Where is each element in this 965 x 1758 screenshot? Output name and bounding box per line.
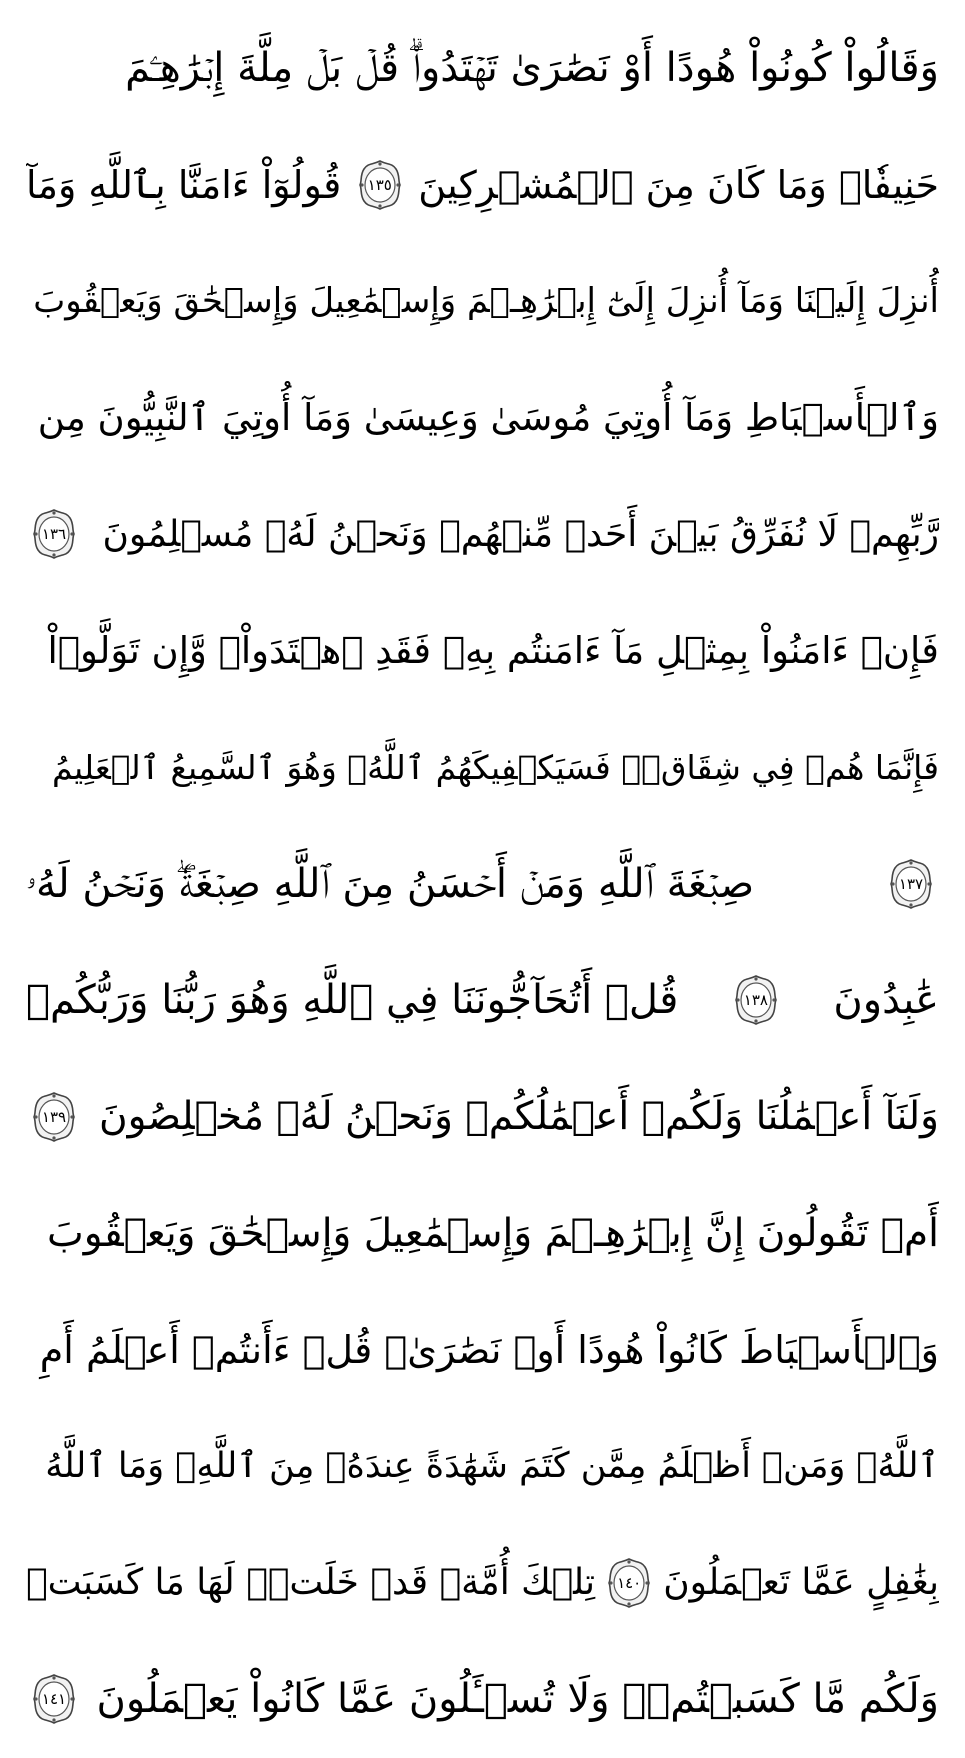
verse-text: وَقَالُواْ كُونُواْ هُودًا أَوْ نَصَٰرَىٰ تَهۡتَدُواْۗ قُلۡ بَلۡ مِلَّةَ إِبۡرَٰهِـۧمَ [125,45,939,92]
verse-line [26,1641,939,1758]
verse-text: تِلۡكَ أُمَّةٞ قَدۡ خَلَتۡۖ لَهَا مَا كَسَبَتۡ [26,1562,596,1604]
ayah-number-marker [32,1091,76,1143]
ayah-number-marker [889,858,933,910]
verse-line [26,127,939,244]
verse-line [26,360,939,477]
verse-text: عَٰبِدُونَ [833,977,939,1024]
verse-line [26,1292,939,1409]
verse-text: وَٱلۡأَسۡبَاطَ كَانُواْ هُودًا أَوۡ نَصَٰرَىٰۗ قُلۡ ءَأَنتُمۡ أَعۡلَمُ أَمِ [39,1327,939,1372]
verse-text: وَلَنَآ أَعۡمَٰلُنَا وَلَكُمۡ أَعۡمَٰلُكُمۡ وَنَحۡنُ لَهُۥ مُخۡلِصُونَ [99,1094,939,1140]
ayah-number: ١٣٨ [743,991,768,1010]
verse-line [26,1175,939,1292]
ayah-number-marker [32,508,76,560]
verse-text: ٱللَّهُۗ وَمَنۡ أَظۡلَمُ مِمَّن كَتَمَ شَهَٰدَةً عِندَهُۥ مِنَ ٱللَّهِۗ وَمَا ٱللَّهُ [45,1446,939,1487]
verse-text: وَٱلۡأَسۡبَاطِ وَمَآ أُوتِيَ مُوسَىٰ وَعِيسَىٰ وَمَآ أُوتِيَ ٱلنَّبِيُّونَ مِن [37,396,939,440]
verse-text: حَنِيفٗاۖ وَمَا كَانَ مِنَ ٱلۡمُشۡرِكِينَ [418,162,939,207]
ayah-number-marker [32,1673,76,1725]
verse-line [26,593,939,710]
ayah-number-marker [358,159,402,211]
verse-line [26,476,939,593]
verse-text: صِبۡغَةَ ٱللَّهِ وَمَنۡ أَحۡسَنُ مِنَ ٱللَّهِ صِبۡغَةٗۖ وَنَحۡنُ لَهُۥ [26,860,755,907]
verse-line [26,10,939,127]
verse-text: فَإِنۡ ءَامَنُواْ بِمِثۡلِ مَآ ءَامَنتُم بِهِۦ فَقَدِ ٱهۡتَدَواْۖ وَّإِن تَوَلَّوۡاْ [47,629,939,673]
verse-text: قُولُوٓاْ ءَامَنَّا بِٱللَّهِ وَمَآ [26,162,342,207]
ayah-number: ١٤٠ [617,1573,642,1592]
verse-text: فَإِنَّمَا هُمۡ فِي شِقَاقٖۖ فَسَيَكۡفِيكَهُمُ ٱللَّهُۚ وَهُوَ ٱلسَّمِيعُ ٱلۡعَلِيمُ [52,747,939,787]
ayah-number-marker [607,1557,651,1609]
verse-text: أُنزِلَ إِلَيۡنَا وَمَآ أُنزِلَ إِلَىٰٓ إِبۡرَٰهِـۧمَ وَإِسۡمَٰعِيلَ وَإِسۡحَٰقَ وَيَعۡقُوبَ [33,281,939,322]
ayah-number-marker [734,974,778,1026]
verse-text: بِغَٰفِلٍ عَمَّا تَعۡمَلُونَ [663,1562,939,1604]
verse-text: قُلۡ أَتُحَآجُّونَنَا فِي ٱللَّهِ وَهُوَ رَبُّنَا وَرَبُّكُمۡ [26,977,679,1024]
verse-line [26,243,939,360]
ayah-number: ١٣٩ [41,1107,67,1126]
verse-line [26,1408,939,1525]
ayah-number: ١٣٥ [367,175,392,194]
ayah-number: ١٣٦ [41,525,67,544]
verse-text: أَمۡ تَقُولُونَ إِنَّ إِبۡرَٰهِـۧمَ وَإِسۡمَٰعِيلَ وَإِسۡحَٰقَ وَيَعۡقُوبَ [47,1210,939,1256]
ayah-number: ١٣٧ [898,874,924,893]
verse-line [26,1059,939,1176]
verse-text: وَلَكُم مَّا كَسَبۡتُمۡۖ وَلَا تُسۡـَٔلُونَ عَمَّا كَانُواْ يَعۡمَلُونَ [96,1676,939,1723]
verse-line [26,942,939,1059]
verse-line [26,1525,939,1642]
verse-line [26,826,939,943]
verse-line [26,709,939,826]
ayah-number: ١٤١ [41,1690,67,1709]
verse-text: رَّبِّهِمۡ لَا نُفَرِّقُ بَيۡنَ أَحَدٖ مِّنۡهُمۡ وَنَحۡنُ لَهُۥ مُسۡلِمُونَ [102,513,939,555]
